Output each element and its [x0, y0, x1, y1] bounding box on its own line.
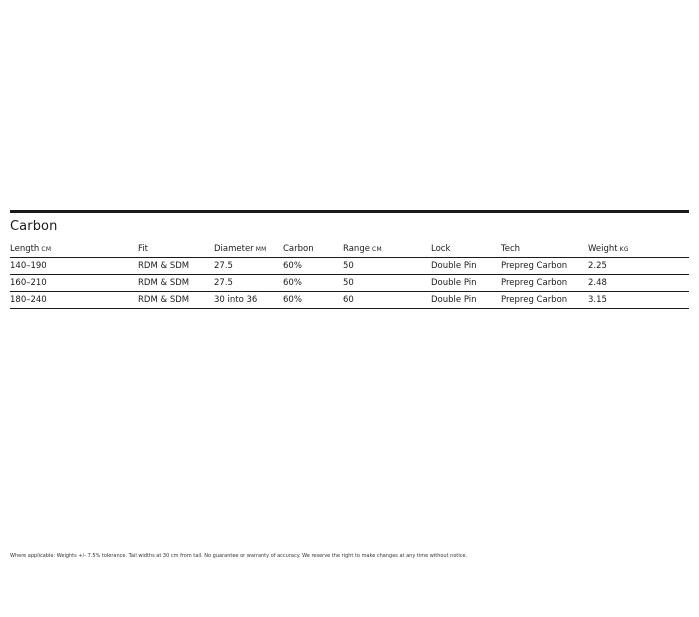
table-header-row	[10, 242, 689, 258]
column-header-tech	[501, 242, 588, 258]
cell-range: 50	[343, 258, 431, 275]
column-header-label: Carbon	[283, 244, 314, 254]
cell-length: 180–240	[10, 292, 138, 309]
column-header-label: Lock	[431, 244, 451, 254]
column-header-fit	[138, 242, 214, 258]
table-row	[10, 258, 689, 275]
column-header-label: Fit	[138, 244, 148, 254]
cell-weight: 2.48	[588, 275, 689, 292]
column-header-lock	[431, 242, 501, 258]
column-header-diameter	[214, 242, 283, 258]
table-row	[10, 275, 689, 292]
cell-lock: Double Pin	[431, 275, 501, 292]
cell-length: 140–190	[10, 258, 138, 275]
column-header-label: Tech	[501, 244, 521, 254]
cell-carbon: 60%	[283, 275, 343, 292]
top-divider	[10, 210, 689, 213]
cell-fit: RDM & SDM	[138, 258, 214, 275]
cell-diameter: 27.5	[214, 258, 283, 275]
spec-section	[10, 210, 689, 309]
column-header-carbon	[283, 242, 343, 258]
column-header-unit: CM	[41, 246, 52, 253]
cell-carbon: 60%	[283, 292, 343, 309]
cell-weight: 2.25	[588, 258, 689, 275]
cell-diameter: 30 into 36	[214, 292, 283, 309]
cell-carbon: 60%	[283, 258, 343, 275]
cell-fit: RDM & SDM	[138, 275, 214, 292]
cell-fit: RDM & SDM	[138, 292, 214, 309]
cell-range: 50	[343, 275, 431, 292]
column-header-unit: KG	[619, 246, 629, 253]
column-header-label: Diameter	[214, 244, 254, 254]
cell-weight: 3.15	[588, 292, 689, 309]
section-title: Carbon	[10, 219, 58, 234]
cell-length: 160–210	[10, 275, 138, 292]
table-row	[10, 292, 689, 309]
column-header-label: Weight	[588, 244, 618, 254]
cell-lock: Double Pin	[431, 258, 501, 275]
spec-table	[10, 242, 689, 309]
disclaimer-footnote: Where applicable: Weights +/- 7.5% tolerance. Tail widths at 30 cm from tail. No guarantee or warranty of accuracy. We reserve the right to make changes at any time without notice.	[10, 553, 468, 559]
cell-lock: Double Pin	[431, 292, 501, 309]
column-header-length	[10, 242, 138, 258]
column-header-label: Range	[343, 244, 370, 254]
column-header-unit: MM	[255, 246, 267, 253]
column-header-range	[343, 242, 431, 258]
column-header-label: Length	[10, 244, 40, 254]
cell-tech: Prepreg Carbon	[501, 275, 588, 292]
cell-tech: Prepreg Carbon	[501, 258, 588, 275]
cell-tech: Prepreg Carbon	[501, 292, 588, 309]
column-header-weight	[588, 242, 689, 258]
column-header-unit: CM	[371, 246, 382, 253]
cell-diameter: 27.5	[214, 275, 283, 292]
cell-range: 60	[343, 292, 431, 309]
